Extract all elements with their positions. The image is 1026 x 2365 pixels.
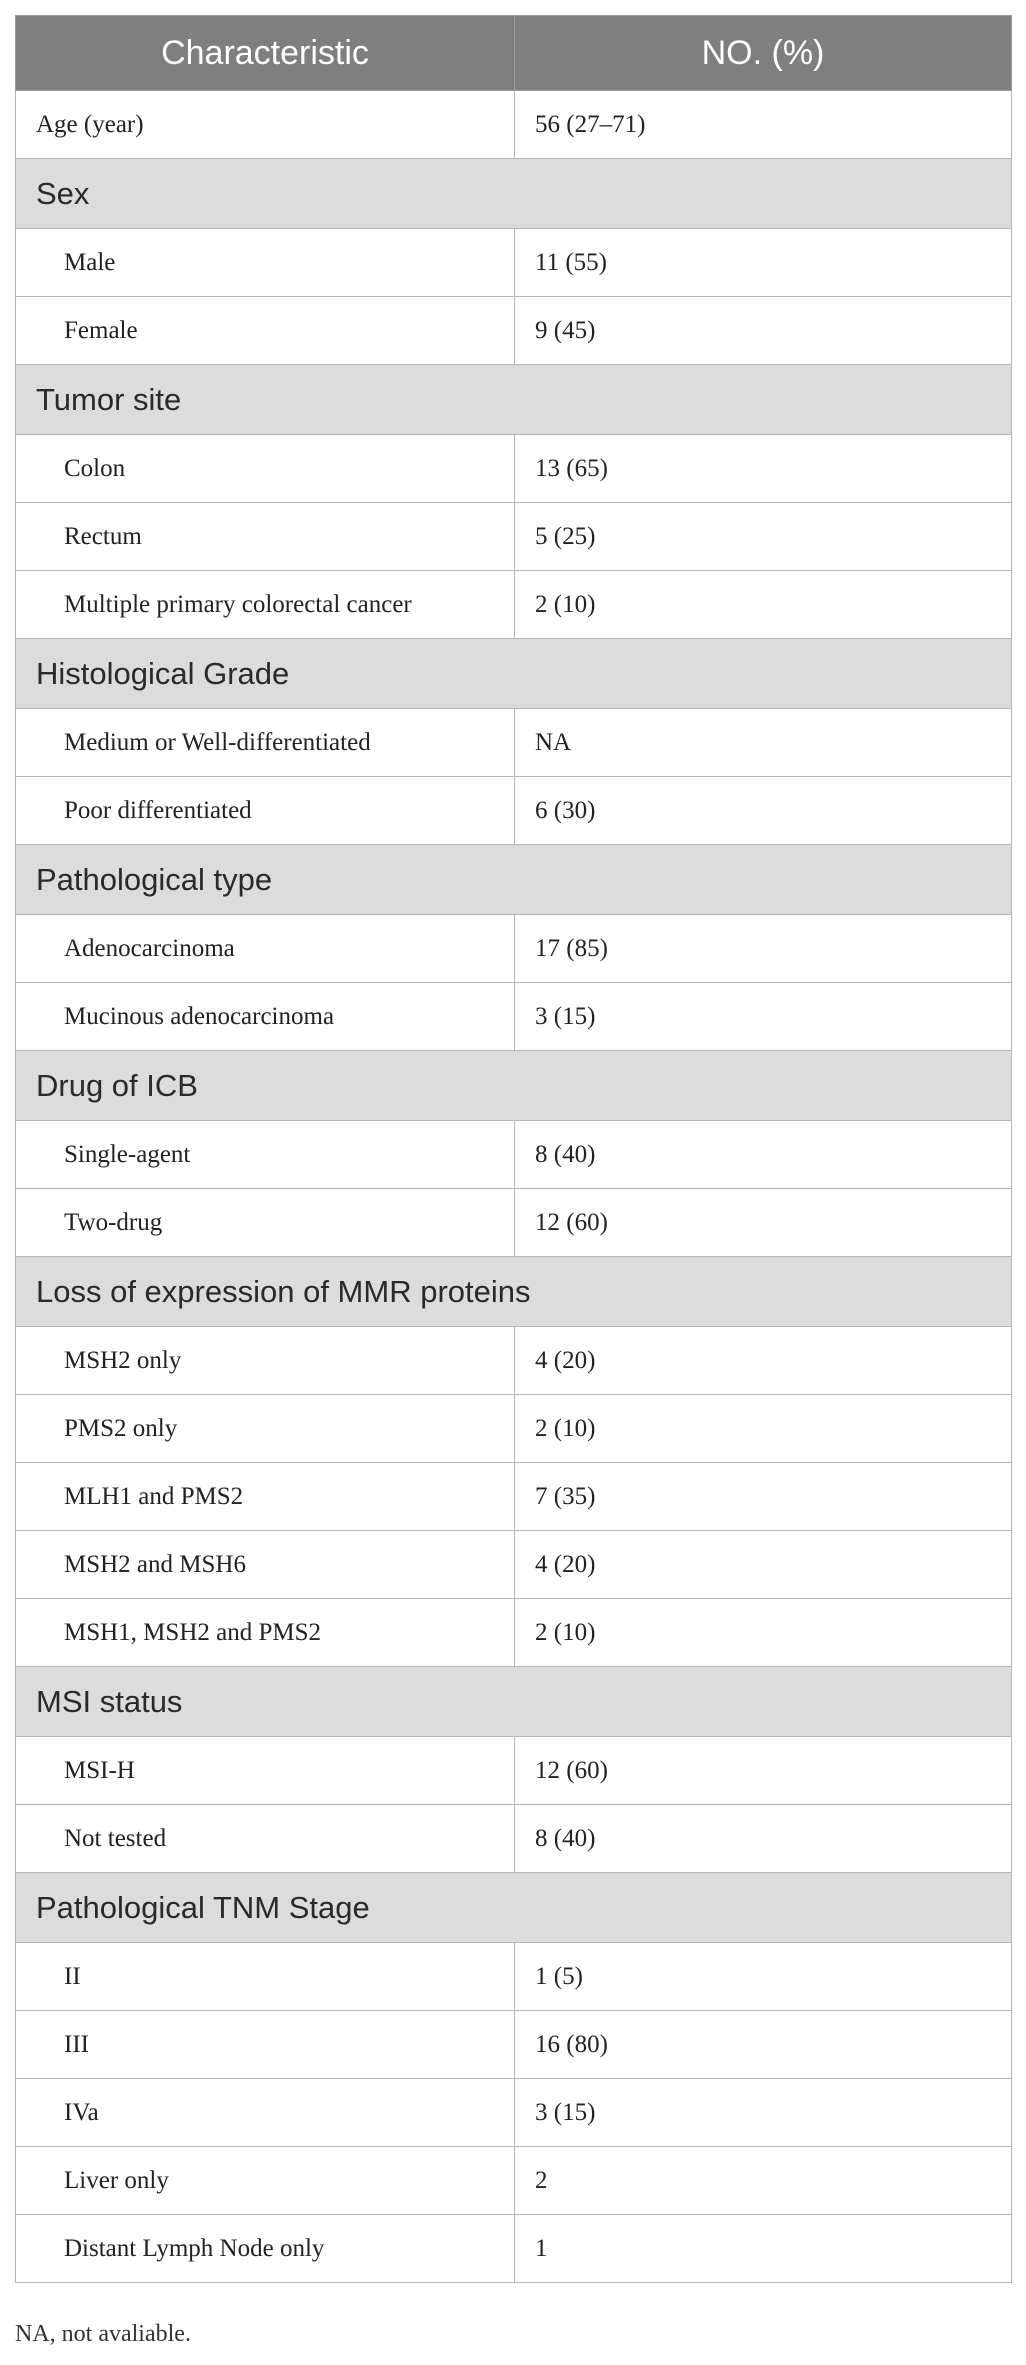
table-row (16, 2011, 1012, 2079)
table-row (16, 1327, 1012, 1395)
section-header-row (16, 365, 1012, 435)
section-label: Pathological type (16, 845, 1012, 915)
section-label: Sex (16, 159, 1012, 229)
column-header-count-percent: NO. (%) (515, 16, 1012, 91)
section-header-row (16, 159, 1012, 229)
count-percent-cell: NA (515, 709, 1012, 777)
count-percent-cell: 13 (65) (515, 435, 1012, 503)
count-percent-cell: 12 (60) (515, 1737, 1012, 1805)
characteristic-cell: II (16, 1943, 515, 2011)
table-row (16, 229, 1012, 297)
characteristic-cell: Poor differentiated (16, 777, 515, 845)
table-body (16, 91, 1012, 2283)
table-row (16, 1599, 1012, 1667)
section-label: Histological Grade (16, 639, 1012, 709)
characteristic-cell: Age (year) (16, 91, 515, 159)
count-percent-cell: 1 (5) (515, 1943, 1012, 2011)
table-row (16, 503, 1012, 571)
count-percent-cell: 3 (15) (515, 983, 1012, 1051)
table-row (16, 1463, 1012, 1531)
characteristic-cell: PMS2 only (16, 1395, 515, 1463)
count-percent-cell: 9 (45) (515, 297, 1012, 365)
count-percent-cell: 2 (10) (515, 1599, 1012, 1667)
count-percent-cell: 16 (80) (515, 2011, 1012, 2079)
characteristic-cell: Medium or Well-differentiated (16, 709, 515, 777)
count-percent-cell: 56 (27–71) (515, 91, 1012, 159)
characteristic-cell: Female (16, 297, 515, 365)
count-percent-cell: 5 (25) (515, 503, 1012, 571)
table-row (16, 435, 1012, 503)
characteristic-cell: Not tested (16, 1805, 515, 1873)
characteristic-cell: MSI-H (16, 1737, 515, 1805)
table-row (16, 1943, 1012, 2011)
section-label: Pathological TNM Stage (16, 1873, 1012, 1943)
characteristics-table-container (15, 15, 1011, 2283)
table-row (16, 1189, 1012, 1257)
count-percent-cell: 17 (85) (515, 915, 1012, 983)
table-row (16, 2147, 1012, 2215)
count-percent-cell: 2 (10) (515, 1395, 1012, 1463)
count-percent-cell: 7 (35) (515, 1463, 1012, 1531)
characteristic-cell: Mucinous adenocarcinoma (16, 983, 515, 1051)
section-label: Drug of ICB (16, 1051, 1012, 1121)
column-header-characteristic: Characteristic (16, 16, 515, 91)
characteristic-cell: Male (16, 229, 515, 297)
count-percent-cell: 8 (40) (515, 1805, 1012, 1873)
section-label: Loss of expression of MMR proteins (16, 1257, 1012, 1327)
characteristic-cell: Single-agent (16, 1121, 515, 1189)
count-percent-cell: 12 (60) (515, 1189, 1012, 1257)
count-percent-cell: 11 (55) (515, 229, 1012, 297)
characteristic-cell: MLH1 and PMS2 (16, 1463, 515, 1531)
table-row (16, 1737, 1012, 1805)
section-header-row (16, 639, 1012, 709)
count-percent-cell: 4 (20) (515, 1531, 1012, 1599)
table-row (16, 915, 1012, 983)
characteristic-cell: Distant Lymph Node only (16, 2215, 515, 2283)
table-footnote: NA, not avaliable. (15, 2321, 191, 2347)
count-percent-cell: 3 (15) (515, 2079, 1012, 2147)
table-row (16, 777, 1012, 845)
table-row (16, 709, 1012, 777)
characteristic-cell: Rectum (16, 503, 515, 571)
count-percent-cell: 2 (515, 2147, 1012, 2215)
table-row (16, 2079, 1012, 2147)
characteristic-cell: MSH2 and MSH6 (16, 1531, 515, 1599)
table-row (16, 1121, 1012, 1189)
section-header-row (16, 845, 1012, 915)
table-row (16, 1395, 1012, 1463)
count-percent-cell: 8 (40) (515, 1121, 1012, 1189)
table-row (16, 571, 1012, 639)
section-label: MSI status (16, 1667, 1012, 1737)
characteristic-cell: Colon (16, 435, 515, 503)
table-row (16, 1531, 1012, 1599)
count-percent-cell: 1 (515, 2215, 1012, 2283)
section-header-row (16, 1873, 1012, 1943)
characteristic-cell: III (16, 2011, 515, 2079)
table-row (16, 297, 1012, 365)
section-label: Tumor site (16, 365, 1012, 435)
section-header-row (16, 1257, 1012, 1327)
table-row (16, 91, 1012, 159)
characteristic-cell: IVa (16, 2079, 515, 2147)
characteristic-cell: Liver only (16, 2147, 515, 2215)
section-header-row (16, 1667, 1012, 1737)
table-row (16, 983, 1012, 1051)
characteristic-cell: MSH2 only (16, 1327, 515, 1395)
section-header-row (16, 1051, 1012, 1121)
characteristics-table (15, 15, 1012, 2283)
characteristic-cell: MSH1, MSH2 and PMS2 (16, 1599, 515, 1667)
table-row (16, 1805, 1012, 1873)
header-row (16, 16, 1012, 91)
count-percent-cell: 6 (30) (515, 777, 1012, 845)
table-header (16, 16, 1012, 91)
count-percent-cell: 4 (20) (515, 1327, 1012, 1395)
count-percent-cell: 2 (10) (515, 571, 1012, 639)
characteristic-cell: Two-drug (16, 1189, 515, 1257)
table-row (16, 2215, 1012, 2283)
characteristic-cell: Adenocarcinoma (16, 915, 515, 983)
characteristic-cell: Multiple primary colorectal cancer (16, 571, 515, 639)
